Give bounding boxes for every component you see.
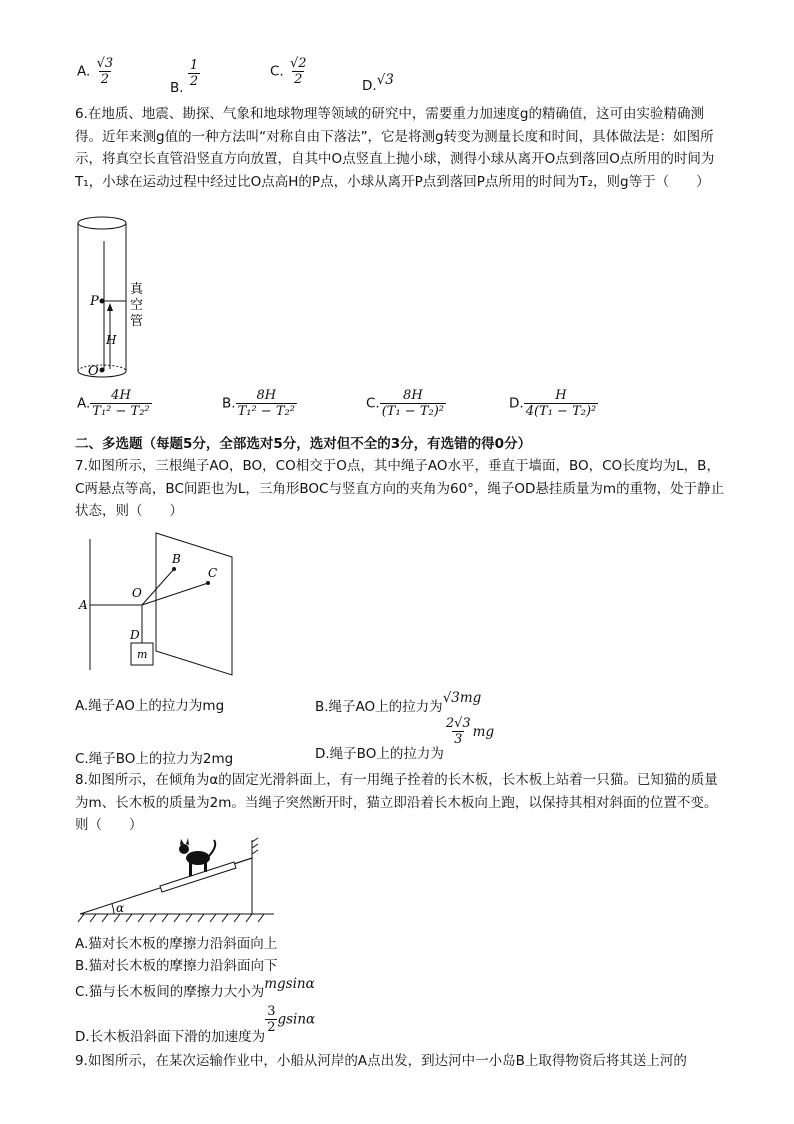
label-d: D (130, 628, 140, 642)
section-heading-multiple-choice: 二、多选题（每题5分，全部选对5分，选对但不全的3分，有选错的得0分） (75, 436, 532, 452)
label-b: B (172, 552, 181, 566)
q7-option-b: B.绳子AO上的拉力为√3mg (315, 690, 482, 715)
label-o: O (88, 364, 99, 379)
q9-text: 9.如图所示，在某次运输作业中，小船从河岸的A点出发，到达河中一小岛B上取得物资后将其送上河的 (75, 1053, 687, 1069)
q8-option-c: C.猫与长木板间的摩擦力大小为mgsinα (75, 976, 315, 1000)
q8-text: 8.如图所示，在倾角为α的固定光滑斜面上，有一用绳子拴着的长木板，长木板上站着一只猫。已知猫的质量为m、长木板的质量为2m。当绳子突然断开时，猫立即沿着长木板向上跑，以保持其相对斜面的位置不变。则（ ） (75, 772, 718, 833)
q6-option-c: C. $\frac{8H}{\text{(T₁ − T₂)²}}$ (366, 388, 444, 419)
q7-option-a: A.绳子AO上的拉力为mg (75, 698, 225, 714)
q7-option-d: D.绳子BO上的拉力为 $\frac{2√3}{3}$ mg (315, 716, 495, 762)
tube-label-1: 真 (130, 282, 144, 297)
q7-ropes-figure (74, 525, 244, 685)
q7-option-c: C.绳子BO上的拉力为2mg (75, 751, 234, 767)
label-m: m (137, 648, 148, 661)
q6-text: 6.在地质、地震、勘探、气象和地球物理等领域的研究中，需要重力加速度g的精确值，这可由实验精确测得。近年来测g值的一种方法叫“对称自由下落法”，它是将测g转变为测量长度和时间，具体做法是：如图所示，将真空长直管沿竖直方向放置，自其中O点竖直上抛小球，测得小球从离开O点到落回O点所用的时间为T₁，小球在运动过程中经过比O点高H的P点，小球从离开P点到落回P点所用的时间为T₂，则g等于（ ） (75, 106, 715, 190)
tube-label-2: 空 (130, 298, 144, 313)
label-o: O (132, 586, 142, 600)
q6-vacuum-tube-figure (68, 213, 168, 383)
q7-text: 7.如图所示，三根绳子AO，BO，CO相交于O点，其中绳子AO水平，垂直于墙面，BO，CO长度均为L，B，C两悬点等高，BC间距也为L，三角形BOC与竖直方向的夹角为60°，绳子OD悬挂质量为m的重物，处于静止状态，则（ ） (75, 458, 725, 519)
q6-option-d: D. $\frac{H}{\text{4(T₁ − T₂)²}}$ (509, 388, 597, 419)
label-c: C (208, 566, 218, 580)
label-p: P (90, 294, 99, 309)
q6-option-b: B. $\frac{8H}{\text{T₁² − T₂²}}$ (222, 388, 295, 419)
label-alpha: α (116, 901, 125, 915)
q5-option-b: B. $\frac{1}{2}$ (170, 58, 199, 96)
q8-option-d: D.长木板沿斜面下滑的加速度为 $\frac{3}{2}$ gsinα (75, 1004, 316, 1045)
label-h: H (106, 333, 117, 347)
tube-label-3: 管 (130, 314, 144, 329)
label-a: A (79, 598, 88, 612)
q6-option-a: A. $\frac{4H}{\text{T₁² − T₂²}}$ (77, 388, 150, 419)
q5-option-a: A. $\frac{√3}{2}$ (77, 56, 114, 87)
q5-option-c: C. $\frac{√2}{2}$ (270, 56, 307, 87)
q5-option-d: D.√3 (362, 72, 394, 94)
q8-incline-cat-figure (74, 836, 284, 926)
q8-option-a: A.猫对长木板的摩擦力沿斜面向上 (75, 936, 278, 952)
q8-option-b: B.猫对长木板的摩擦力沿斜面向下 (75, 958, 278, 974)
